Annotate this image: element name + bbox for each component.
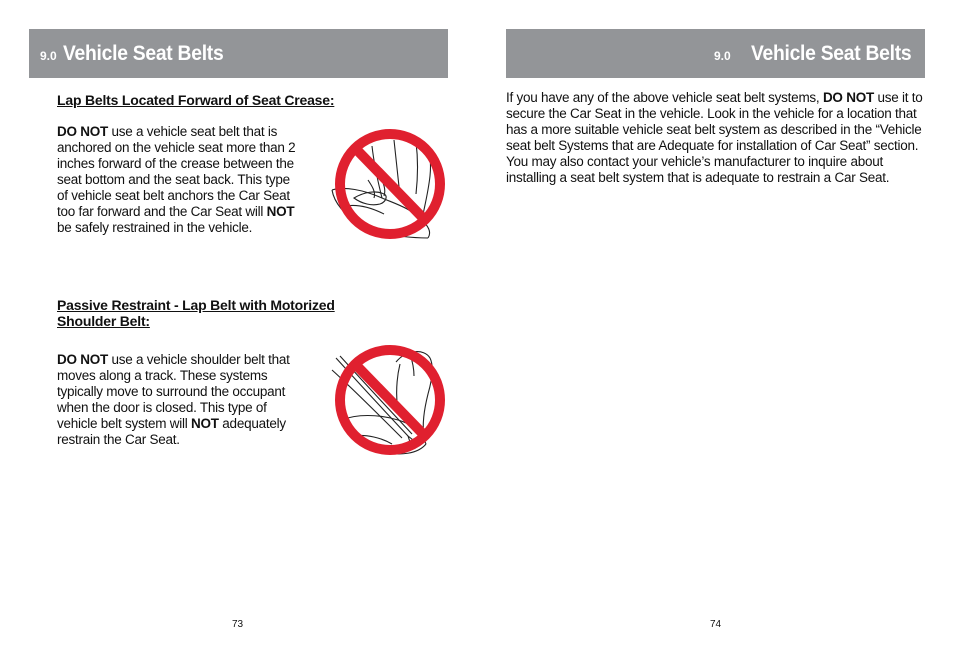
section-title: Vehicle Seat Belts [62, 41, 224, 65]
passive-text-part-b: adequately restrain the Car Seat. [57, 416, 286, 447]
prohibited-lap-belt-seat-icon [324, 124, 450, 244]
paragraph-text-part-b: use it to secure the Car Seat in the vehicle. Look in the vehicle for a location that has a more suitable vehicle seat belt system as described in the “Vehicle seat belt Systems that are Adequate for installation of Car Seat” section. You may also contact your vehicle’s manufacturer to inquire about installing a seat belt system that is adequate to restrain a Car Seat. [506, 90, 923, 185]
do-not-emphasis: DO NOT [57, 352, 108, 367]
paragraph-text-part-a: If you have any of the above vehicle seat belt systems, [506, 90, 823, 105]
passive-restraint-heading: Passive Restraint - Lap Belt with Motorized Shoulder Belt: [57, 297, 335, 329]
not-emphasis: NOT [191, 416, 219, 431]
do-not-emphasis: DO NOT [57, 124, 108, 139]
section-header-bar [506, 29, 925, 78]
page-number: 73 [232, 619, 244, 630]
passive-text-part-a: use a vehicle shoulder belt that moves along a track. These systems typically move to surround the occupant when the door is closed. This type of vehicle belt system will [57, 352, 290, 431]
do-not-emphasis: DO NOT [822, 90, 874, 105]
section-header-bar [29, 29, 448, 78]
not-emphasis: NOT [266, 204, 295, 219]
lap-belt-heading: Lap Belts Located Forward of Seat Crease: [57, 92, 335, 108]
lap-belt-warning-text [57, 124, 297, 236]
lap-belt-text-part-a: use a vehicle seat belt that is anchored on the vehicle seat more than 2 inches forward of the crease between the seat bottom and the seat back. This type of vehicle seat belt anchors the Car Seat too far forward and the Car Seat will [57, 124, 296, 219]
alternative-guidance-paragraph [506, 90, 924, 186]
page-number: 74 [710, 619, 722, 630]
section-number: 9.0 [713, 48, 731, 63]
right-page [477, 0, 954, 660]
lap-belt-text-part-b: be safely restrained in the vehicle. [57, 220, 253, 235]
prohibited-motorized-shoulder-belt-icon [326, 340, 452, 462]
section-number: 9.0 [40, 48, 57, 63]
passive-restraint-warning-text [57, 352, 302, 448]
section-title: Vehicle Seat Belts [750, 41, 911, 65]
